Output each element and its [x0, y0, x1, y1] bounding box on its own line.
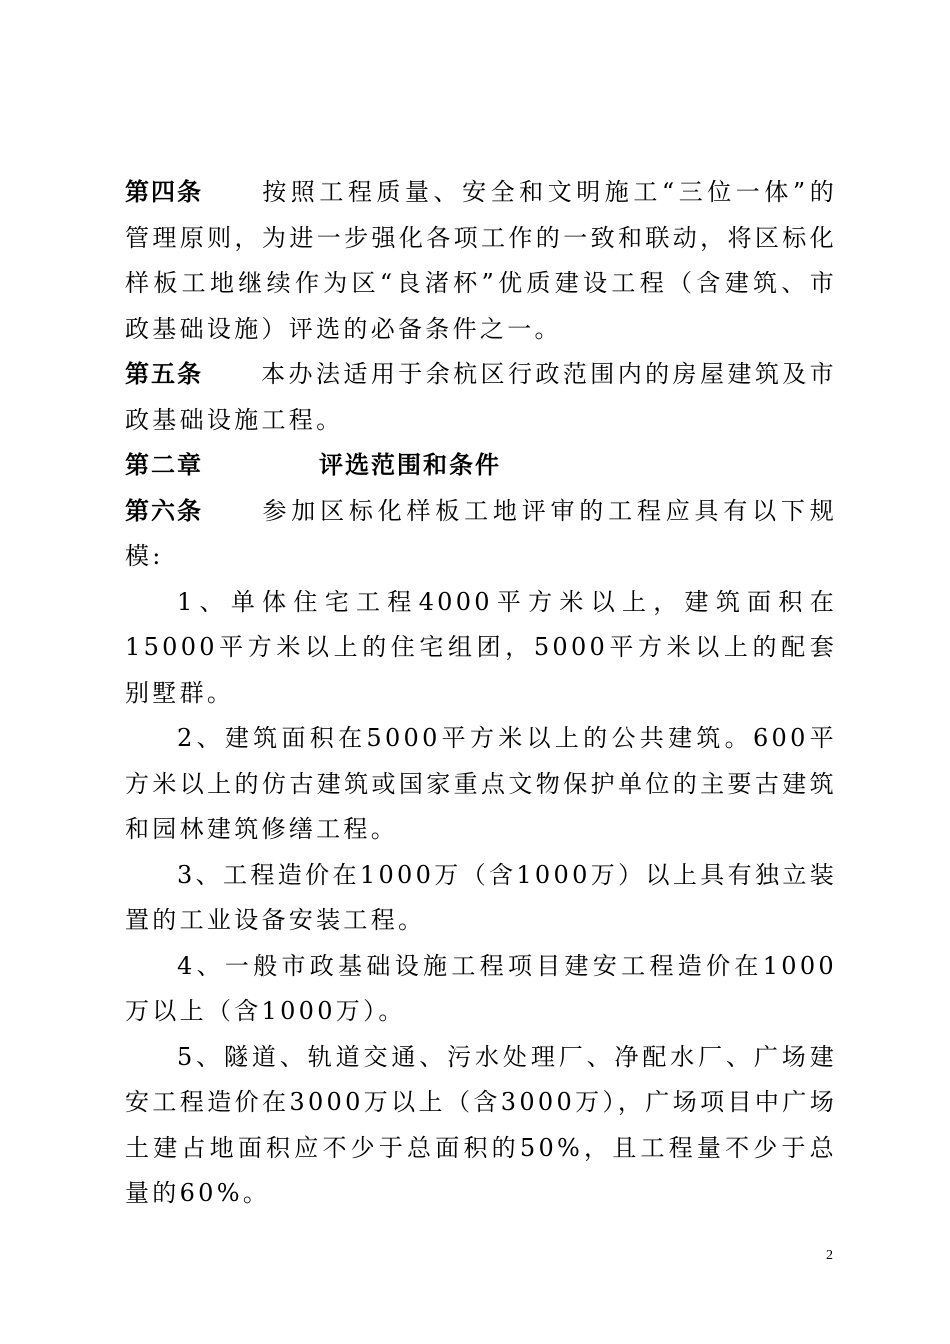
article-6-label: 第六条	[125, 496, 203, 525]
article-4-label: 第四条	[125, 178, 203, 206]
page-number: 2	[826, 1248, 833, 1263]
chapter-number: 第二章	[125, 451, 203, 479]
chapter-title: 评选范围和条件	[319, 451, 501, 479]
article-4-text: 按照工程质量、安全和文明施工“三位一体”的管理原则，为进一步强化各项工作的一致和联动，将区标化样板工地继续作为区“良渚杯”优质建设工程（含建筑、市政基础设施）评选的必备条件之一。	[125, 178, 837, 343]
chapter-heading	[125, 443, 837, 489]
article-6-text: 参加区标化样板工地评审的工程应具有以下规模:	[125, 496, 837, 570]
article-4	[125, 170, 837, 352]
list-item-1: 1、单体住宅工程4000平方米以上，建筑面积在15000平方米以上的住宅组团，5000平方米以上的配套别墅群。	[125, 587, 837, 707]
list-item-4: 4、一般市政基础设施工程项目建安工程造价在1000万以上（含1000万）。	[125, 951, 837, 1025]
list-item-2: 2、建筑面积在5000平方米以上的公共建筑。600平方米以上的仿古建筑或国家重点文物保护单位的主要古建筑和园林建筑修缮工程。	[125, 724, 837, 843]
article-5	[125, 352, 837, 443]
article-6	[125, 489, 837, 580]
document-body	[125, 170, 837, 1217]
list-item-5: 5、隧道、轨道交通、污水处理厂、净配水厂、广场建安工程造价在3000万以上（含3000万），广场项目中广场土建占地面积应不少于总面积的50%，且工程量不少于总量的60%。	[125, 1042, 837, 1207]
list-item-3: 3、工程造价在1000万（含1000万）以上具有独立装置的工业设备安装工程。	[125, 860, 837, 934]
article-5-text: 本办法适用于余杭区行政范围内的房屋建筑及市政基础设施工程。	[125, 360, 837, 434]
article-5-label: 第五条	[125, 360, 203, 388]
